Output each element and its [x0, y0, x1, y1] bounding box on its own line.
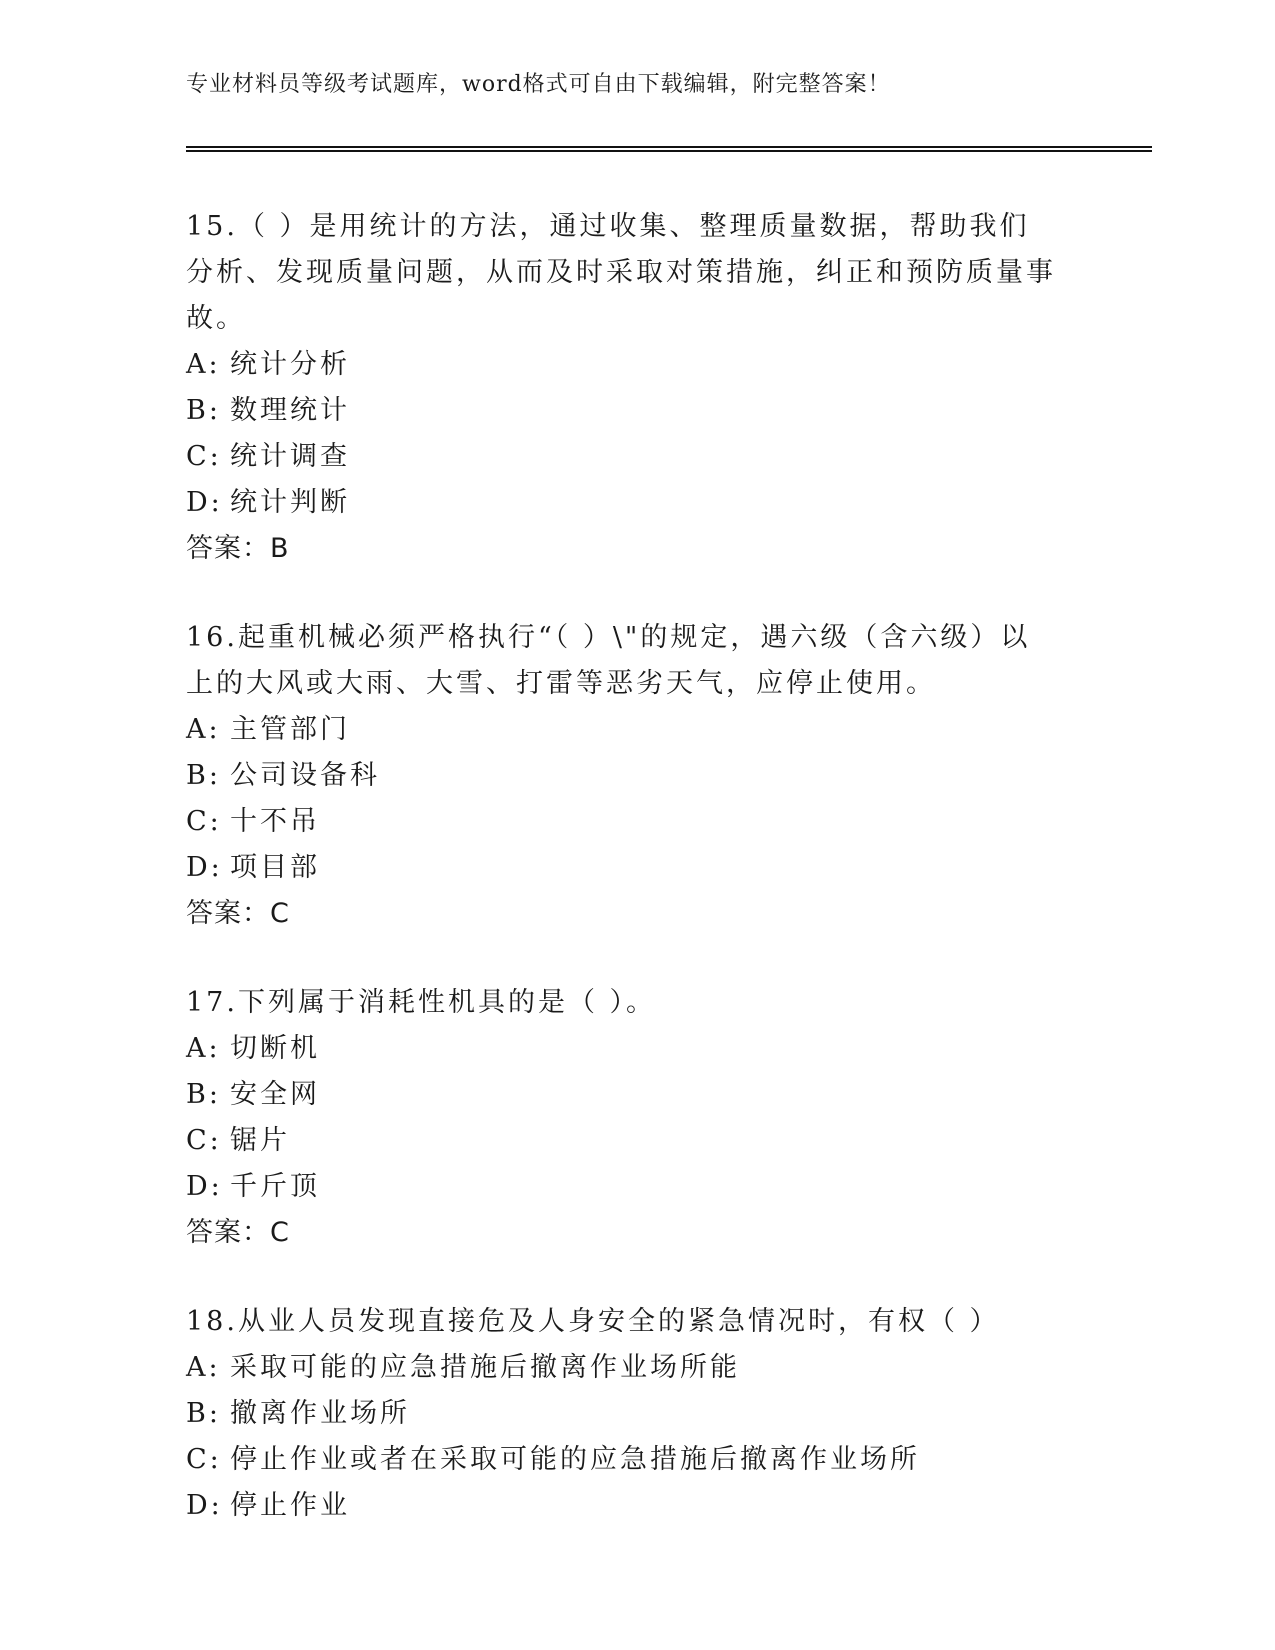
- question-stem: 16.起重机械必须严格执行“（ ）\"的规定，遇六级（含六级）以上的大风或大雨、大雪、打雷等恶劣天气，应停止使用。: [186, 622, 1031, 699]
- option-d: [186, 845, 1056, 891]
- question-stem: 18.从业人员发现直接危及人身安全的紧急情况时，有权（ ）: [186, 1306, 1000, 1337]
- page-header: 专业材料员等级考试题库，word格式可自由下载编辑，附完整答案！: [186, 72, 891, 97]
- option-text: 撤离作业场所: [230, 1398, 410, 1429]
- option-text: 统计判断: [230, 487, 350, 518]
- option-text: 统计调查: [230, 441, 350, 472]
- option-text: 统计分析: [230, 349, 350, 380]
- option-text: 安全网: [230, 1079, 320, 1110]
- option-b: [186, 753, 1056, 799]
- question-18: [186, 1299, 1056, 1529]
- question-15: [186, 204, 1056, 572]
- answer-line: 答案：C: [186, 1217, 290, 1248]
- option-text: 主管部门: [230, 714, 350, 745]
- option-a: [186, 1026, 1056, 1072]
- option-text: 项目部: [230, 852, 320, 883]
- option-letter: B:: [186, 760, 221, 791]
- option-b: [186, 1391, 1056, 1437]
- option-c: [186, 1437, 1056, 1483]
- option-c: [186, 434, 1056, 480]
- option-a: [186, 707, 1056, 753]
- option-a: [186, 1345, 1056, 1391]
- option-d: [186, 1164, 1056, 1210]
- answer-line: 答案：C: [186, 898, 290, 929]
- option-text: 公司设备科: [230, 760, 380, 791]
- option-letter: D:: [186, 487, 223, 518]
- option-b: [186, 388, 1056, 434]
- question-stem: 17.下列属于消耗性机具的是（ ）。: [186, 987, 657, 1018]
- option-text: 采取可能的应急措施后撤离作业场所能: [230, 1352, 740, 1383]
- option-text: 锯片: [230, 1125, 290, 1156]
- option-text: 千斤顶: [230, 1171, 320, 1202]
- question-list: [186, 204, 1056, 1572]
- option-letter: A:: [186, 714, 221, 745]
- option-letter: D:: [186, 1171, 223, 1202]
- option-letter: A:: [186, 1033, 221, 1064]
- option-d: [186, 480, 1056, 526]
- option-letter: B:: [186, 1079, 221, 1110]
- option-letter: C:: [186, 1125, 222, 1156]
- option-letter: B:: [186, 395, 221, 426]
- option-b: [186, 1072, 1056, 1118]
- option-text: 十不吊: [230, 806, 320, 837]
- option-letter: D:: [186, 852, 223, 883]
- option-letter: C:: [186, 441, 222, 472]
- option-letter: C:: [186, 1444, 222, 1475]
- question-16: [186, 615, 1056, 937]
- option-letter: A:: [186, 349, 221, 380]
- answer-line: 答案：B: [186, 533, 290, 564]
- question-17: [186, 980, 1056, 1256]
- header-double-rule: [186, 146, 1152, 152]
- option-letter: D:: [186, 1490, 223, 1521]
- option-text: 切断机: [230, 1033, 320, 1064]
- option-letter: A:: [186, 1352, 221, 1383]
- option-text: 数理统计: [230, 395, 350, 426]
- option-letter: B:: [186, 1398, 221, 1429]
- option-text: 停止作业或者在采取可能的应急措施后撤离作业场所: [230, 1444, 920, 1475]
- option-text: 停止作业: [230, 1490, 350, 1521]
- option-c: [186, 799, 1056, 845]
- question-stem: 15.（ ）是用统计的方法，通过收集、整理质量数据，帮助我们分析、发现质量问题，从而及时采取对策措施，纠正和预防质量事故。: [186, 211, 1056, 334]
- option-a: [186, 342, 1056, 388]
- option-letter: C:: [186, 806, 222, 837]
- option-d: [186, 1483, 1056, 1529]
- option-c: [186, 1118, 1056, 1164]
